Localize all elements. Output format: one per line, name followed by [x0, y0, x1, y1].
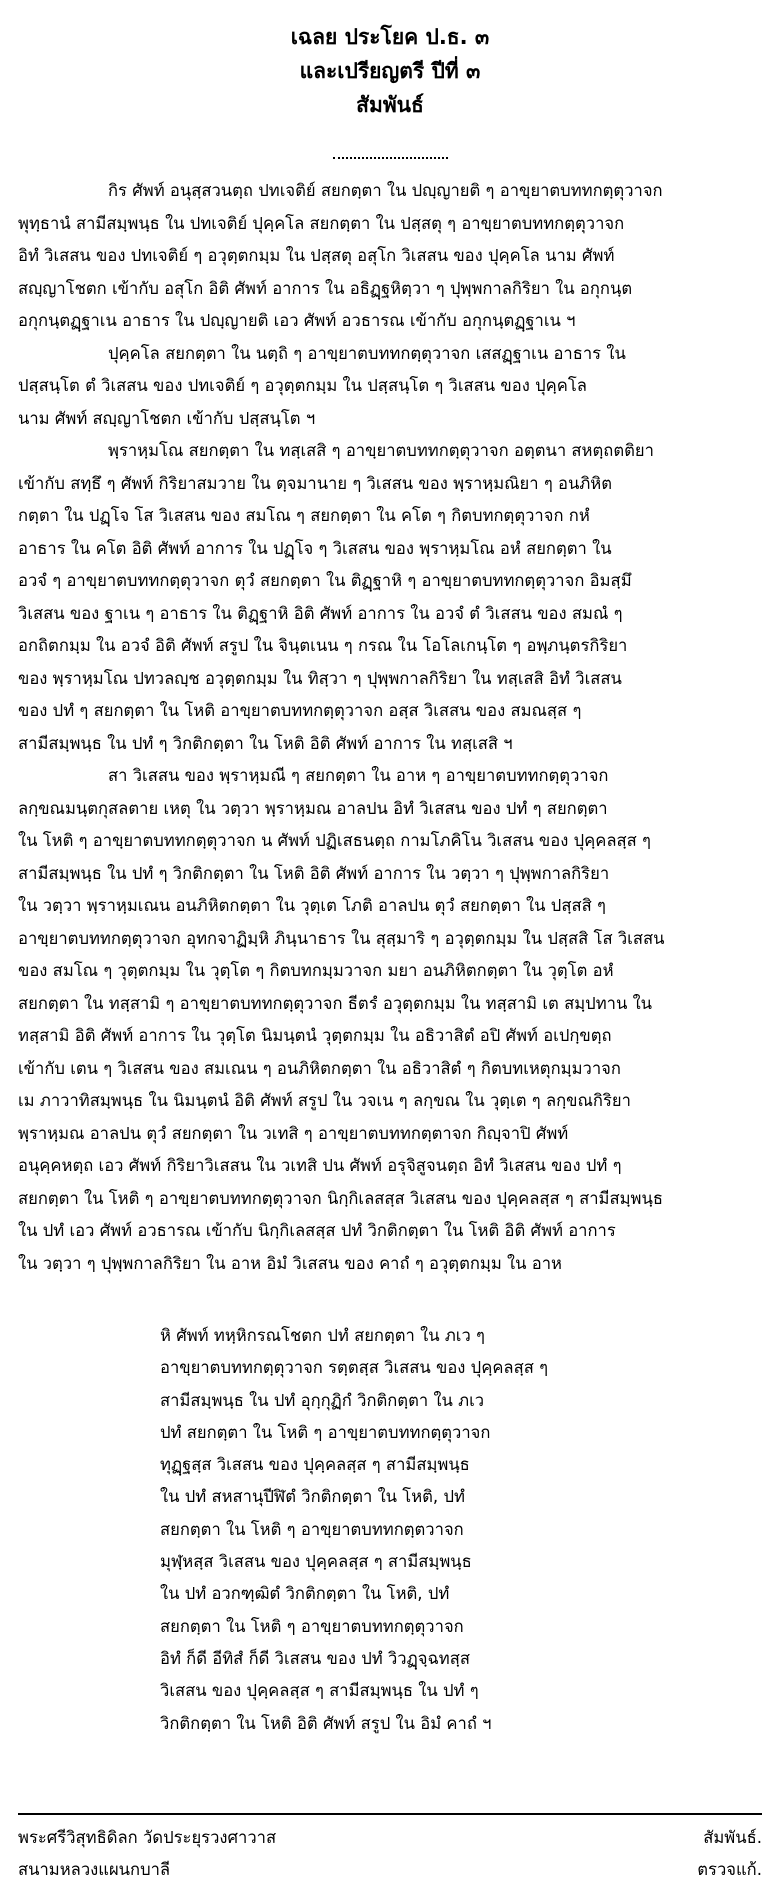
venue-role: ตรวจแก้. [697, 1860, 762, 1879]
verse-line: ปทํ สยกตฺตา ใน โหติ ๆ อาขฺยาตบททกตฺตุวาจก [160, 1422, 491, 1442]
paragraph-4-line: ลกฺขณมนฺตกุสลตาย เหตุ ใน วตฺวา พฺราหฺมณ อาลปน อิทํ วิเสสน ของ ปทํ ๆ สยกตฺตา [18, 798, 608, 818]
footer-divider [18, 1813, 762, 1815]
paragraph-3-line: กตฺตา ใน ปฏฺโจ โส วิเสสน ของ สมโณ ๆ สยกตฺตา ใน คโต ๆ กิตบทกตฺตุวาจก กหํ [18, 506, 590, 525]
paragraph-4-line: ใน โหติ ๆ อาขฺยาตบททกตฺตุวาจก น ศัพท์ ปฏิเสธนตฺถ กามโภคิโน วิเสสน ของ ปุคฺคลสฺส ๆ [18, 831, 651, 850]
paragraph-3-line: ของ พฺราหฺมโณ ปทวลญฺช อวุตฺตกมฺม ใน ทิสฺวา ๆ ปุพฺพกาลกิริยา ใน ทสฺเสสิ อิทํ วิเสสน [18, 668, 622, 688]
verse-line: ทุฏฺฐสฺส วิเสสน ของ ปุคฺคลสฺส ๆ สามีสมฺพนฺธ [160, 1455, 470, 1475]
exam-subtitle: และเปรียญตรี ปีที่ ๓ [299, 59, 481, 83]
paragraph-1-line: พุทฺธานํ สามีสมฺพนฺธ ใน ปทเจติย์ ปุคฺคโล สยกตฺตา ใน ปสฺสตุ ๆ อาขฺยาตบททกตฺตุวาจก [18, 213, 625, 233]
paragraph-3-line: พฺราหฺมโณ สยกตฺตา ใน ทสฺเสสิ ๆ อาขฺยาตบททกตฺตุวาจก อตฺตนา สหตฺถตติยา [108, 441, 654, 460]
analysis-body [18, 175, 762, 1280]
verse-line: ใน ปทํ อวกฑฺฒิตํ วิกติกตฺตา ใน โหติ, ปทํ [160, 1584, 450, 1604]
footer-author-row [18, 1823, 762, 1853]
paragraph-4-line: ทสฺสามิ อิติ ศัพท์ อาการ ใน วุตฺโต นิมนฺตนํ วุตฺตกมฺม ใน อธิวาสิตํ อปิ ศัพท์ อเปกฺขตฺถ [18, 1026, 612, 1045]
verse-line: มุฬฺหสฺส วิเสสน ของ ปุคฺคลสฺส ๆ สามีสมฺพนฺธ [160, 1552, 472, 1572]
verse-line: วิเสสน ของ ปุคฺคลสฺส ๆ สามีสมฺพนฺธ ใน ปทํ ๆ [160, 1681, 479, 1701]
paragraph-4-line: สยกตฺตา ใน ทสฺสามิ ๆ อาขฺยาตบททกตฺตุวาจก ธีตรํ อวุตฺตกมฺม ใน ทสฺสามิ เต สมฺปทาน ใน [18, 993, 653, 1013]
paragraph-3-line: สามีสมฺพนฺธ ใน ปทํ ๆ วิกติกตฺตา ใน โหติ อิติ ศัพท์ อาการ ใน ทสฺเสสิ ฯ [18, 733, 513, 753]
paragraph-4-line: สามีสมฺพนฺธ ใน ปทํ ๆ วิกติกตฺตา ใน โหติ อิติ ศัพท์ อาการ ใน วตฺวา ๆ ปุพฺพกาลกิริยา [18, 863, 610, 883]
author-role: สัมพันธ์. [703, 1828, 762, 1847]
paragraph-1-line: กิร ศัพท์ อนุสฺสวนตฺถ ปทเจติย์ สยกตฺตา ใน ปญฺญายติ ๆ อาขฺยาตบททกตฺตุวาจก [108, 181, 663, 200]
paragraph-4-line: อาขฺยาตบททกตฺตุวาจก อุทกจาฏิมฺหิ ภินฺนาธาร ใน สุสฺมาริ ๆ อวุตฺตกมฺม ใน ปสฺสสิ โส วิเสสน [18, 928, 665, 948]
paragraph-3-line: อวจํ ๆ อาขฺยาตบททกตฺตุวาจก ตุวํ สยกตฺตา ใน ติฏฺฐาหิ ๆ อาขฺยาตบททกตฺตุวาจก อิมสฺมึ [18, 571, 632, 590]
subject-title: สัมพันธ์ [356, 93, 424, 117]
paragraph-3-line: อาธาร ใน คโต อิติ ศัพท์ อาการ ใน ปฏฺโจ ๆ วิเสสน ของ พฺราหฺมโณ อหํ สยกตฺตา ใน [18, 538, 612, 558]
verse-line: สยกตฺตา ใน โหติ ๆ อาขฺยาตบททกตฺตวาจก [160, 1519, 464, 1539]
paragraph-1-line: อกุกนฺตฏฺฐาเน อาธาร ใน ปญฺญายติ เอว ศัพท์ อวธารณ เข้ากับ อกุกนฺตฏฺฐาเน ฯ [18, 311, 576, 330]
verse-line: อาขฺยาตบททกตฺตุวาจก รตฺตสฺส วิเสสน ของ ปุคฺคลสฺส ๆ [160, 1358, 549, 1378]
paragraph-2-line: ปุคฺคโล สยกตฺตา ใน นตฺถิ ๆ อาขฺยาตบททกตฺตุวาจก เสสฏฺฐาเน อาธาร ใน [108, 343, 626, 363]
paragraph-3-line: ของ ปทํ ๆ สยกตฺตา ใน โหติ อาขฺยาตบททกตฺตุวาจก อสฺส วิเสสน ของ สมณสฺส ๆ [18, 701, 582, 720]
paragraph-4-line: สยกตฺตา ใน โหติ ๆ อาขฺยาตบททกตฺตุวาจก นิกฺกิเลสสฺส วิเสสน ของ ปุคฺคลสฺส ๆ สามีสมฺพนฺธ [18, 1188, 663, 1208]
exam-title: เฉลย ประโยค ป.ธ. ๓ [290, 25, 490, 49]
paragraph-3-line: เข้ากับ สทฺธึ ๆ ศัพท์ กิริยาสมวาย ใน ตฺจมานาย ๆ วิเสสน ของ พฺราหฺมณิยา ๆ อนภิหิต [18, 473, 613, 493]
verse-line: อิทํ ก็ดี อีทิสํ ก็ดี วิเสสน ของ ปทํ วิวฏฺจฺฉทสฺส [160, 1648, 470, 1668]
paragraph-1-line: สญฺญาโชตก เข้ากับ อสุโก อิติ ศัพท์ อาการ ใน อธิฏฺฐหิตฺวา ๆ ปุพฺพกาลกิริยา ใน อกุกนฺต [18, 278, 633, 298]
paragraph-4-line: ใน ปทํ เอว ศัพท์ อวธารณ เข้ากับ นิกฺกิเลสสฺส ปทํ วิกติกตฺตา ใน โหติ อิติ ศัพท์ อาการ [18, 1221, 616, 1240]
paragraph-4-line: สา วิเสสน ของ พฺราหฺมณี ๆ สยกตฺตา ใน อาห ๆ อาขฺยาตบททกตฺตุวาจก [108, 766, 609, 785]
paragraph-4-line: ใน วตฺวา พฺราหฺมเณน อนภิหิตกตฺตา ใน วุตฺเต โภติ อาลปน ตุวํ สยกตฺตา ใน ปสฺสสิ ๆ [18, 896, 606, 915]
paragraph-1-line: อิทํ วิเสสน ของ ปทเจติย์ ๆ อวุตฺตกมฺม ใน ปสฺสตุ อสุโก วิเสสน ของ ปุคฺคโล นาม ศัพท์ [18, 246, 615, 265]
verse-line: ใน ปทํ สหสานุปีฬิตํ วิกติกตฺตา ใน โหติ, ปทํ [160, 1487, 465, 1507]
verse-line: วิกติกตฺตา ใน โหติ อิติ ศัพท์ สรูป ใน อิมํ คาถํ ฯ [160, 1713, 492, 1733]
paragraph-4-line: พฺราหฺมณ อาลปน ตุวํ สยกตฺตา ใน วเทสิ ๆ อาขฺยาตบททกตฺตาจก กิญฺจาปิ ศัพท์ [18, 1123, 569, 1143]
paragraph-4-line: เข้ากับ เตน ๆ วิเสสน ของ สมเณน ๆ อนภิหิตกตฺตา ใน อธิวาสิตํ ๆ กิตบทเหตุกมฺมวาจก [18, 1058, 621, 1078]
footer-venue-row [18, 1855, 762, 1885]
paragraph-3-line: วิเสสน ของ ฐาเน ๆ อาธาร ใน ติฏฺฐาหิ อิติ ศัพท์ อาการ ใน อวจํ ตํ วิเสสน ของ สมณํ ๆ [18, 603, 623, 623]
paragraph-3-line: อกถิตกมฺม ใน อวจํ อิติ ศัพท์ สรูป ใน จินฺตเนน ๆ กรณ ใน โอโลเกนฺโต ๆ อพฺภนฺตรกิริยา [18, 636, 628, 655]
title-divider [333, 157, 448, 159]
verse-line: หิ ศัพท์ ทหฺหิกรณโชตก ปทํ สยกตฺตา ใน ภเว ๆ [160, 1326, 485, 1345]
author-name: พระศรีวิสุทธิดิลก วัดประยุรวงศาวาส [18, 1828, 277, 1847]
paragraph-4-line: เม ภาวาทิสมฺพนฺธ ใน นิมนฺตนํ อิติ ศัพท์ สรูป ใน วจเน ๆ ลกฺขณ ใน วุตฺเต ๆ ลกฺขณกิริยา [18, 1091, 631, 1110]
document-header [0, 20, 780, 122]
verse-line: สยกตฺตา ใน โหติ ๆ อาขฺยาตบททกตฺตุวาจก [160, 1616, 464, 1636]
paragraph-4-line: ใน วตฺวา ๆ ปุพฺพกาลกิริยา ใน อาห อิมํ วิเสสน ของ คาถํ ๆ อวุตฺตกมฺม ใน อาห [18, 1253, 562, 1273]
paragraph-4-line: อนุคฺคหตฺถ เอว ศัพท์ กิริยาวิเสสน ใน วเทสิ ปน ศัพท์ อรุจิสูจนตฺถ อิทํ วิเสสน ของ ปทํ ๆ [18, 1156, 622, 1175]
verse-line: สามีสมฺพนฺธ ใน ปทํ อุกฺกุฏิกํ วิกติกตฺตา ใน ภเว [160, 1390, 485, 1410]
paragraph-4-line: ของ สมโณ ๆ วุตฺตกมฺม ใน วุตฺโต ๆ กิตบทกมฺมวาจก มยา อนภิหิตกตฺตา ใน วุตฺโต อหํ [18, 961, 614, 980]
paragraph-2-line: นาม ศัพท์ สญฺญาโชตก เข้ากับ ปสฺสนฺโต ฯ [18, 408, 316, 428]
verse-block [160, 1320, 760, 1740]
paragraph-2-line: ปสฺสนฺโต ตํ วิเสสน ของ ปทเจติย์ ๆ อวุตฺตกมฺม ใน ปสฺสนฺโต ๆ วิเสสน ของ ปุคฺคโล [18, 376, 587, 395]
venue-name: สนามหลวงแผนกบาลี [18, 1860, 171, 1879]
